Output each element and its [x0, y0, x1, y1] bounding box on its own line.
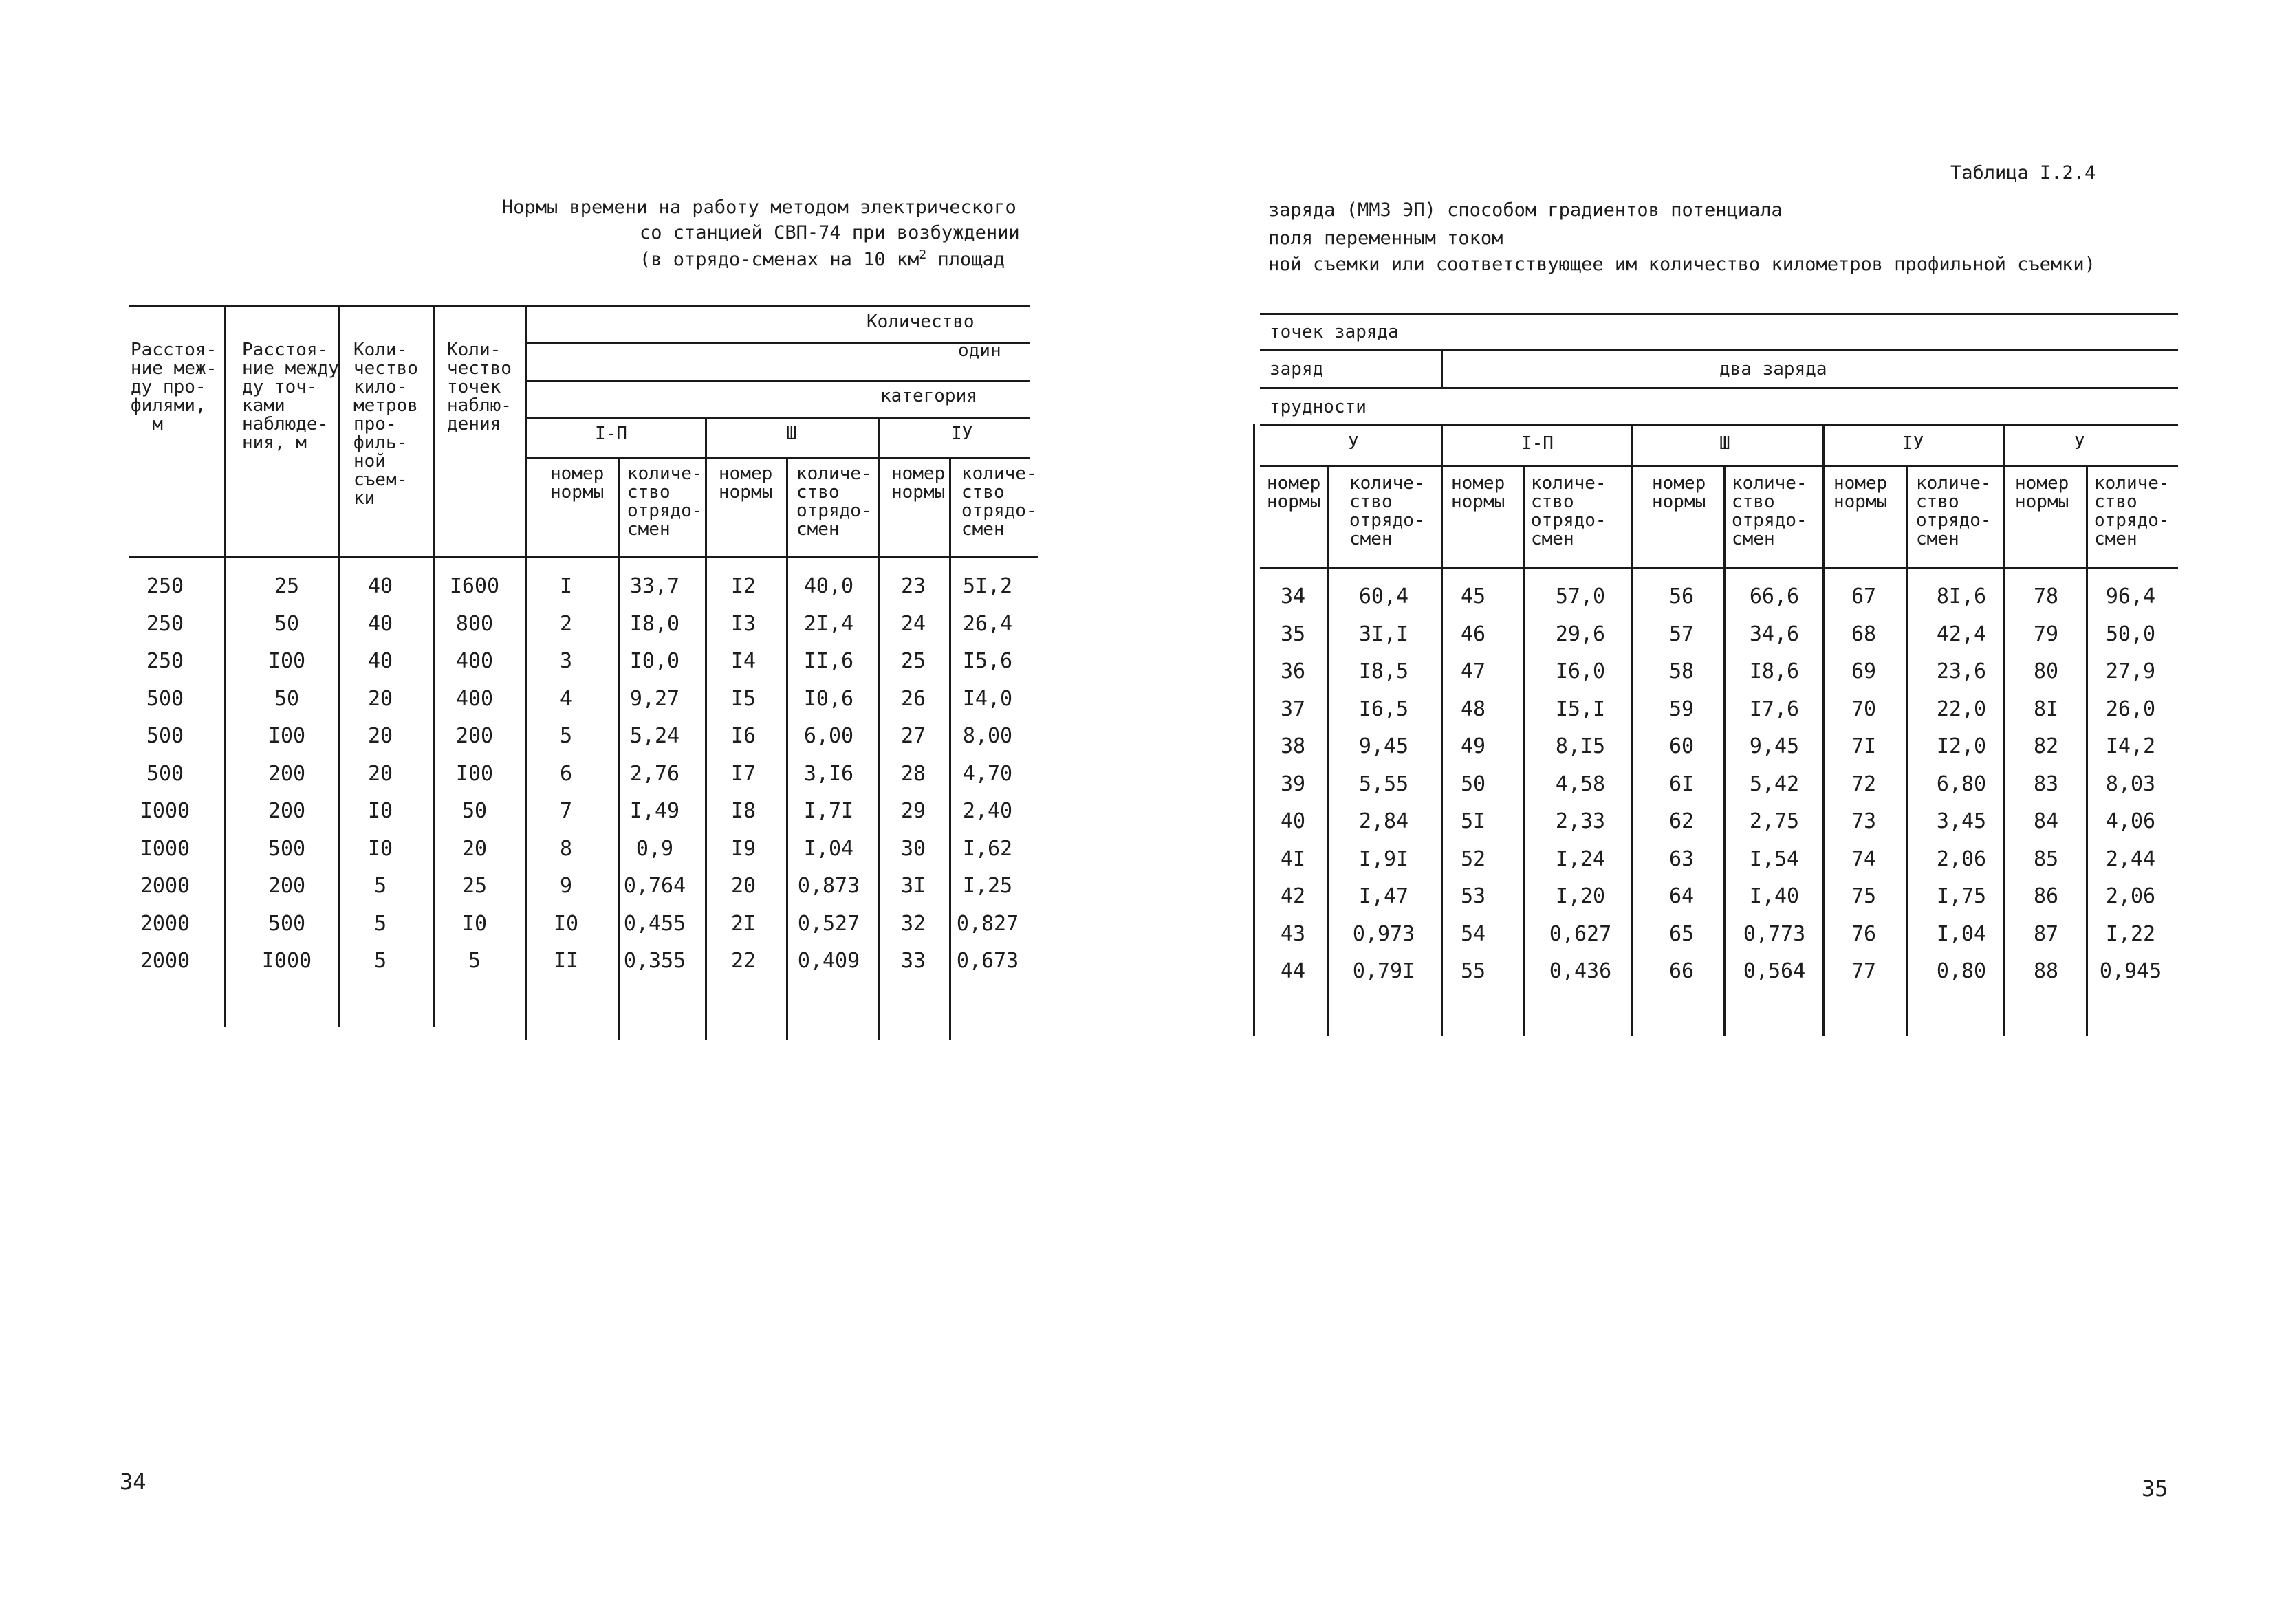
table-cell: 78: [2033, 584, 2059, 608]
table-cell: 0,627: [1549, 921, 1612, 946]
table-cell: I,04: [803, 836, 854, 861]
table-cell: 200: [455, 724, 494, 748]
table-cell: 72: [1851, 771, 1877, 796]
table-cell: 7: [559, 799, 573, 823]
table-cell: 34: [1280, 584, 1306, 608]
table-cell: 0,827: [956, 911, 1019, 936]
table-cell: 4,06: [2105, 809, 2156, 833]
table-cell: 59: [1668, 696, 1695, 721]
table-cell: 40: [367, 574, 393, 598]
table-cell: 39: [1280, 771, 1306, 796]
table-cell: 63: [1668, 846, 1695, 871]
header-profile-spacing: Расстоя- ние меж- ду про- филями, м: [131, 340, 217, 435]
table-cell: 74: [1851, 846, 1877, 871]
table-cell: 67: [1851, 584, 1877, 608]
table-cell: I5,6: [962, 649, 1013, 673]
header-category: категория: [880, 386, 977, 406]
table-cell: 0,455: [623, 911, 686, 936]
left-page-number: 34: [120, 1469, 146, 1495]
table-cell: 9,45: [1358, 734, 1409, 758]
table-cell: I000: [261, 949, 312, 973]
table-cell: 26,4: [962, 611, 1013, 636]
header-norm-number: номер нормы: [1451, 473, 1505, 512]
table-cell: 9: [559, 874, 573, 898]
table-cell: I8,5: [1358, 659, 1409, 683]
table-cell: 49: [1460, 734, 1486, 758]
table-cell: 27: [900, 724, 926, 748]
table-cell: 24: [900, 611, 926, 636]
table-cell: 20: [367, 686, 393, 711]
table-cell: I,47: [1358, 884, 1409, 908]
table-cell: 5,55: [1358, 771, 1409, 796]
table-cell: 30: [900, 836, 926, 861]
right-title-line-1: заряда (ММЗ ЭП) способом градиентов потенциала: [1268, 199, 1783, 221]
table-cell: I8,6: [1749, 659, 1800, 683]
table-cell: 9,45: [1749, 734, 1800, 758]
table-cell: 5I,2: [962, 574, 1013, 598]
table-cell: 500: [146, 724, 184, 748]
table-cell: 40: [367, 611, 393, 636]
header-norm-number: номер нормы: [719, 463, 773, 503]
table-cell: II,6: [803, 649, 854, 673]
table-cell: 80: [2033, 659, 2059, 683]
table-cell: I,9I: [1358, 846, 1409, 871]
table-cell: 42,4: [1936, 622, 1987, 646]
table-cell: 800: [455, 611, 494, 636]
table-cell: 3: [559, 649, 573, 673]
table-cell: I,04: [1936, 921, 1987, 946]
right-page-number: 35: [2142, 1475, 2168, 1502]
table-cell: 34,6: [1749, 622, 1800, 646]
table-cell: 8,I5: [1555, 734, 1606, 758]
table-cell: 25: [900, 649, 926, 673]
header-shift-count: количе- ство отрядо- смен: [627, 463, 703, 540]
header-shift-count: количе- ство отрядо- смен: [1531, 473, 1607, 549]
header-shift-count: количе- ство отрядо- смен: [961, 463, 1037, 540]
table-cell: 55: [1460, 959, 1486, 983]
table-cell: I,49: [629, 799, 680, 823]
table-cell: 6,00: [803, 724, 854, 748]
table-cell: 47: [1460, 659, 1486, 683]
table-cell: 40: [1280, 809, 1306, 833]
table-cell: I: [559, 574, 573, 598]
table-cell: 84: [2033, 809, 2059, 833]
table-cell: 54: [1460, 921, 1486, 946]
table-cell: 0,873: [797, 874, 860, 898]
table-cell: 2,75: [1749, 809, 1800, 833]
table-cell: 5I: [1460, 809, 1486, 833]
table-cell: 2,06: [1936, 846, 1987, 871]
table-cell: 40,0: [803, 574, 854, 598]
table-cell: I00: [268, 649, 306, 673]
table-cell: I6: [730, 724, 756, 748]
table-cell: 0,355: [623, 949, 686, 973]
table-cell: I00: [455, 761, 494, 786]
table-cell: 56: [1668, 584, 1695, 608]
table-cell: 0,409: [797, 949, 860, 973]
table-cell: 22: [730, 949, 756, 973]
table-cell: 6: [559, 761, 573, 786]
header-cat-4: IУ: [951, 424, 973, 444]
table-cell: 76: [1851, 921, 1877, 946]
table-cell: 0,973: [1352, 921, 1415, 946]
header-shift-count: количе- ство отрядо- смен: [2094, 473, 2170, 549]
table-cell: 3,I6: [803, 761, 854, 786]
header-cat-5: У: [2074, 433, 2085, 454]
header-norm-number: номер нормы: [1833, 473, 1888, 512]
table-cell: I0: [553, 911, 579, 936]
header-points-count: Коли- чество точек наблю- дения: [447, 340, 512, 435]
table-cell: 23,6: [1936, 659, 1987, 683]
table-cell: 50,0: [2105, 622, 2156, 646]
table-cell: I7: [730, 761, 756, 786]
table-cell: I000: [140, 836, 191, 861]
header-cat-3: Ш: [786, 424, 797, 444]
table-cell: 20: [367, 761, 393, 786]
table-cell: I2,0: [1936, 734, 1987, 758]
table-cell: 85: [2033, 846, 2059, 871]
table-cell: 64: [1668, 884, 1695, 908]
table-cell: 20: [461, 836, 488, 861]
table-cell: 4I: [1280, 846, 1306, 871]
table-cell: 2000: [140, 911, 191, 936]
table-cell: 23: [900, 574, 926, 598]
table-cell: 79: [2033, 622, 2059, 646]
table-cell: 0,564: [1743, 959, 1806, 983]
table-cell: 500: [146, 686, 184, 711]
table-cell: 44: [1280, 959, 1306, 983]
table-cell: 4,70: [962, 761, 1013, 786]
header-difficulty: трудности: [1270, 397, 1367, 417]
header-shift-count: количе- ство отрядо- смен: [1349, 473, 1425, 549]
table-cell: 29: [900, 799, 926, 823]
table-cell: I2: [730, 574, 756, 598]
table-cell: 8I: [2033, 696, 2059, 721]
table-cell: 26: [900, 686, 926, 711]
table-cell: I4,0: [962, 686, 1013, 711]
table-cell: 8I,6: [1936, 584, 1987, 608]
table-cell: I8: [730, 799, 756, 823]
table-cell: 66,6: [1749, 584, 1800, 608]
table-cell: 22,0: [1936, 696, 1987, 721]
header-norm-number: номер нормы: [891, 463, 946, 503]
table-cell: 0,673: [956, 949, 1019, 973]
header-cat-3: Ш: [1719, 433, 1730, 454]
table-cell: 25: [274, 574, 300, 598]
header-norm-number: номер нормы: [2015, 473, 2069, 512]
header-cat-1-2: I-П: [1521, 433, 1554, 454]
table-cell: 65: [1668, 921, 1695, 946]
table-cell: 25: [461, 874, 488, 898]
table-cell: 50: [274, 611, 300, 636]
table-cell: 45: [1460, 584, 1486, 608]
table-cell: 50: [274, 686, 300, 711]
table-cell: 6I: [1668, 771, 1695, 796]
table-cell: 28: [900, 761, 926, 786]
table-cell: 200: [268, 761, 306, 786]
table-cell: 33,7: [629, 574, 680, 598]
header-quantity: Количество: [867, 311, 975, 332]
table-cell: 62: [1668, 809, 1695, 833]
table-cell: 5: [468, 949, 481, 973]
table-cell: I0,6: [803, 686, 854, 711]
table-cell: I,7I: [803, 799, 854, 823]
table-cell: I5,I: [1555, 696, 1606, 721]
table-cell: I5: [730, 686, 756, 711]
table-cell: 35: [1280, 622, 1306, 646]
table-cell: 3I: [900, 874, 926, 898]
left-title-line-3: (в отрядо-сменах на 10 $км^2$ площад: [640, 248, 1005, 270]
table-cell: 7I: [1851, 734, 1877, 758]
table-cell: 33: [900, 949, 926, 973]
table-cell: II: [553, 949, 579, 973]
table-cell: 500: [146, 761, 184, 786]
table-cell: 5: [373, 949, 387, 973]
left-title-line-1: Нормы времени на работу методом электрического: [502, 197, 1016, 218]
table-cell: I00: [268, 724, 306, 748]
header-norm-number: номер нормы: [550, 463, 605, 503]
table-cell: 60: [1668, 734, 1695, 758]
header-cat-1-2: I-П: [595, 424, 627, 444]
table-cell: I,40: [1749, 884, 1800, 908]
table-cell: 42: [1280, 884, 1306, 908]
table-cell: 0,764: [623, 874, 686, 898]
table-cell: I7,6: [1749, 696, 1800, 721]
table-cell: I0: [367, 836, 393, 861]
table-cell: 250: [146, 649, 184, 673]
table-cell: 32: [900, 911, 926, 936]
table-cell: I,20: [1555, 884, 1606, 908]
header-shift-count: количе- ство отрядо- смен: [1916, 473, 1992, 549]
table-cell: 5: [373, 911, 387, 936]
table-cell: 5: [559, 724, 573, 748]
table-cell: 5,42: [1749, 771, 1800, 796]
table-cell: 52: [1460, 846, 1486, 871]
table-cell: 3I,I: [1358, 622, 1409, 646]
table-cell: 70: [1851, 696, 1877, 721]
table-cell: 400: [455, 649, 494, 673]
table-cell: 29,6: [1555, 622, 1606, 646]
table-cell: I8,0: [629, 611, 680, 636]
table-cell: I,75: [1936, 884, 1987, 908]
table-cell: I,25: [962, 874, 1013, 898]
header-km-count: Коли- чество кило- метров про- филь- ной съем- ки: [353, 340, 418, 509]
table-cell: I000: [140, 799, 191, 823]
table-cell: 0,527: [797, 911, 860, 936]
table-cell: 66: [1668, 959, 1695, 983]
header-norm-number: номер нормы: [1652, 473, 1706, 512]
table-cell: 2,40: [962, 799, 1013, 823]
header-charge: заряд: [1270, 359, 1324, 380]
table-cell: 4,58: [1555, 771, 1606, 796]
table-cell: 0,79I: [1352, 959, 1415, 983]
table-cell: I0,0: [629, 649, 680, 673]
table-cell: 68: [1851, 622, 1877, 646]
table-cell: 2: [559, 611, 573, 636]
table-cell: I,22: [2105, 921, 2156, 946]
table-cell: 500: [268, 836, 306, 861]
table-cell: 5,24: [629, 724, 680, 748]
table-cell: 96,4: [2105, 584, 2156, 608]
table-cell: 2,33: [1555, 809, 1606, 833]
table-cell: 20: [367, 724, 393, 748]
table-cell: 86: [2033, 884, 2059, 908]
table-cell: 27,9: [2105, 659, 2156, 683]
table-cell: 2,76: [629, 761, 680, 786]
table-cell: 250: [146, 574, 184, 598]
table-cell: 20: [730, 874, 756, 898]
table-cell: 83: [2033, 771, 2059, 796]
table-cell: 37: [1280, 696, 1306, 721]
header-charge-points: точек заряда: [1270, 322, 1399, 342]
table-cell: I3: [730, 611, 756, 636]
table-cell: 400: [455, 686, 494, 711]
table-cell: 57,0: [1555, 584, 1606, 608]
table-cell: 500: [268, 911, 306, 936]
table-cell: 38: [1280, 734, 1306, 758]
table-cell: 2,06: [2105, 884, 2156, 908]
table-cell: I6,5: [1358, 696, 1409, 721]
table-cell: 60,4: [1358, 584, 1409, 608]
table-cell: 75: [1851, 884, 1877, 908]
header-shift-count: количе- ство отрядо- смен: [1732, 473, 1807, 549]
table-cell: 0,436: [1549, 959, 1612, 983]
table-cell: 26,0: [2105, 696, 2156, 721]
header-cat-4: IУ: [1902, 433, 1924, 454]
table-cell: 2I,4: [803, 611, 854, 636]
table-cell: 8,00: [962, 724, 1013, 748]
table-cell: 46: [1460, 622, 1486, 646]
header-cat-5: У: [1348, 433, 1359, 454]
table-cell: 8: [559, 836, 573, 861]
table-cell: 43: [1280, 921, 1306, 946]
header-one: один: [958, 340, 1001, 361]
table-cell: I4,2: [2105, 734, 2156, 758]
table-cell: 88: [2033, 959, 2059, 983]
header-point-spacing: Расстоя- ние между ду точ- ками наблюде- ния, м: [242, 340, 339, 453]
table-cell: I0: [461, 911, 488, 936]
table-cell: I6,0: [1555, 659, 1606, 683]
header-norm-number: номер нормы: [1267, 473, 1321, 512]
table-cell: 2I: [730, 911, 756, 936]
table-cell: 4: [559, 686, 573, 711]
table-cell: I,62: [962, 836, 1013, 861]
table-cell: 6,80: [1936, 771, 1987, 796]
left-title-line-2: со станцией СВП-74 при возбуждении: [640, 222, 1020, 243]
table-cell: 2000: [140, 949, 191, 973]
table-cell: 3,45: [1936, 809, 1987, 833]
table-cell: 2,84: [1358, 809, 1409, 833]
table-cell: I0: [367, 799, 393, 823]
table-cell: 82: [2033, 734, 2059, 758]
header-shift-count: количе- ство отрядо- смен: [796, 463, 872, 540]
table-cell: 50: [461, 799, 488, 823]
table-cell: 0,9: [635, 836, 674, 861]
table-cell: 53: [1460, 884, 1486, 908]
table-cell: 200: [268, 799, 306, 823]
table-label: Таблица I.2.4: [1950, 162, 2096, 184]
table-cell: 2,44: [2105, 846, 2156, 871]
table-cell: 36: [1280, 659, 1306, 683]
table-cell: I600: [449, 574, 500, 598]
table-cell: 87: [2033, 921, 2059, 946]
table-cell: 69: [1851, 659, 1877, 683]
table-cell: 2000: [140, 874, 191, 898]
table-cell: I,24: [1555, 846, 1606, 871]
table-cell: 9,27: [629, 686, 680, 711]
table-cell: 8,03: [2105, 771, 2156, 796]
table-cell: 0,80: [1936, 959, 1987, 983]
table-cell: 0,945: [2099, 959, 2162, 983]
table-cell: 50: [1460, 771, 1486, 796]
table-cell: 0,773: [1743, 921, 1806, 946]
table-cell: 77: [1851, 959, 1877, 983]
table-cell: 57: [1668, 622, 1695, 646]
right-title-line-3: ной съемки или соответствующее им количество километров профильной съемки): [1268, 254, 2096, 275]
table-cell: I,54: [1749, 846, 1800, 871]
table-cell: 200: [268, 874, 306, 898]
table-cell: 250: [146, 611, 184, 636]
right-title-line-2: поля переменным током: [1268, 228, 1503, 249]
table-cell: 40: [367, 649, 393, 673]
table-cell: I9: [730, 836, 756, 861]
table-cell: 5: [373, 874, 387, 898]
table-cell: 48: [1460, 696, 1486, 721]
table-cell: 73: [1851, 809, 1877, 833]
header-two-charges: два заряда: [1719, 359, 1827, 380]
table-cell: I4: [730, 649, 756, 673]
table-cell: 58: [1668, 659, 1695, 683]
